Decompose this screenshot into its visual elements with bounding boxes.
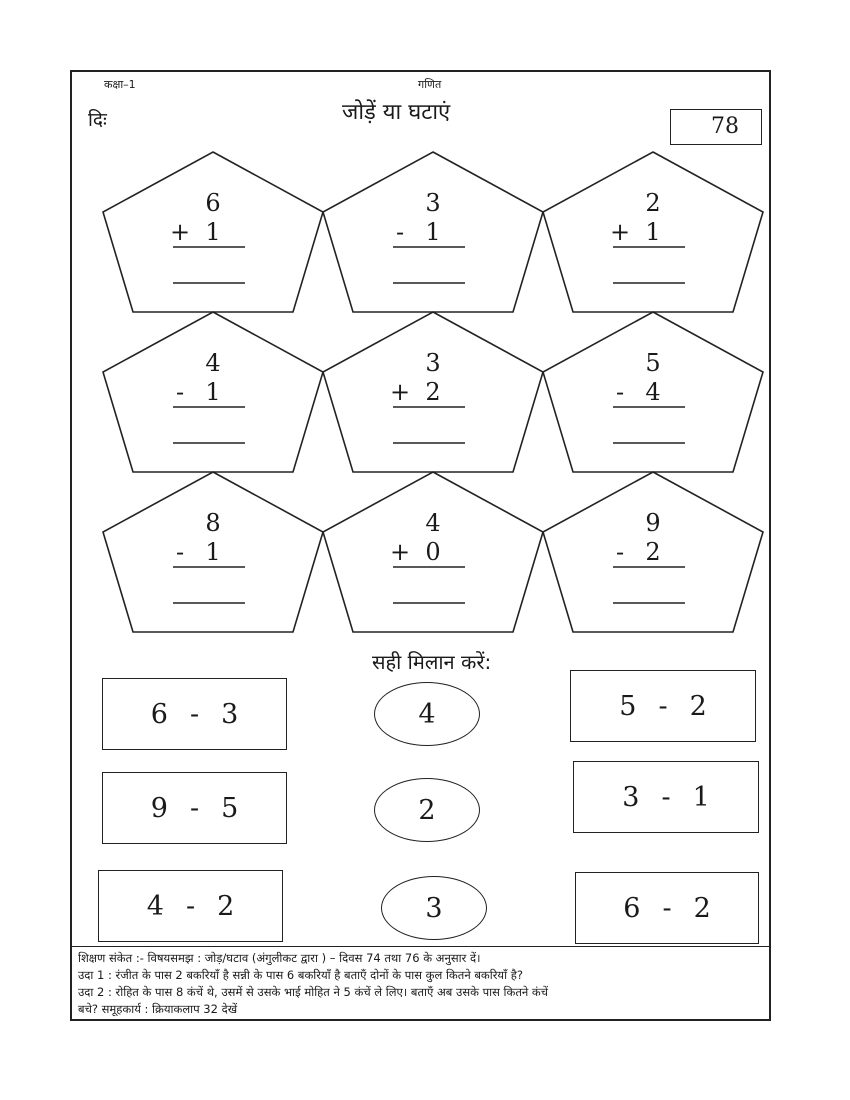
- top-number: 5: [645, 349, 661, 377]
- pentagon-problem: [543, 312, 763, 472]
- pentagon-problem: [543, 152, 763, 312]
- operator: +: [389, 378, 411, 406]
- teaching-note-line: बचे? समूहकार्य : क्रियाकलाप 32 देखें: [78, 1002, 238, 1016]
- bottom-number: 1: [645, 218, 661, 246]
- operand-b: 3: [221, 698, 239, 730]
- pentagon-problem: [103, 312, 323, 472]
- operand-b: 2: [689, 690, 707, 722]
- top-number: 8: [205, 509, 221, 537]
- class-label: कक्षा–1: [104, 78, 136, 91]
- operand-a: 6: [623, 892, 641, 924]
- operand-b: 5: [221, 792, 239, 824]
- operand-a: 4: [146, 890, 164, 922]
- bottom-number: 1: [205, 538, 221, 566]
- top-number: 3: [425, 349, 441, 377]
- date-label: दिः: [88, 109, 107, 131]
- operand-a: 5: [619, 690, 637, 722]
- teaching-note-line: शिक्षण संकेत :- विषयसमझ : जोड़/घटाव (अंगुलीकट द्वारा ) – दिवस 74 तथा 76 के अनुसार दें।: [78, 951, 481, 965]
- operator: +: [389, 538, 411, 566]
- bottom-number: 1: [205, 378, 221, 406]
- pentagon-problem: [323, 472, 543, 632]
- operator: -: [175, 538, 185, 566]
- pentagon-problem: [103, 472, 323, 632]
- operator: -: [189, 792, 200, 824]
- operator: +: [169, 218, 191, 246]
- operator: -: [661, 781, 671, 813]
- bottom-number: 2: [645, 538, 661, 566]
- operator: +: [609, 218, 631, 246]
- operator: -: [175, 378, 185, 406]
- bottom-number: 1: [205, 218, 221, 246]
- bottom-number: 4: [645, 378, 661, 406]
- top-number: 4: [425, 509, 441, 537]
- pentagon-problem: [543, 472, 763, 632]
- pentagon-problem: [323, 312, 543, 472]
- top-number: 6: [205, 189, 221, 217]
- operand-a: 9: [150, 792, 168, 824]
- match-answer-oval[interactable]: 2: [374, 778, 480, 842]
- operand-a: 6: [150, 698, 168, 730]
- pentagon-problem: [103, 152, 323, 312]
- operator: -: [658, 690, 668, 722]
- pentagon-problem: [323, 152, 543, 312]
- teaching-note-line: उदा 2 : रोहित के पास 8 कंचें थे, उसमें से उसके भाई मोहित ने 5 कंचें ले लिए। बताएँ अब उसके पास कितने कंचें: [78, 985, 549, 999]
- top-number: 4: [205, 349, 221, 377]
- operator: -: [189, 698, 200, 730]
- match-answer-oval[interactable]: 3: [381, 876, 487, 940]
- operand-a: 3: [622, 781, 640, 813]
- operator: -: [395, 218, 405, 246]
- operand-b: 2: [693, 892, 711, 924]
- bottom-number: 0: [425, 538, 441, 566]
- operand-b: 1: [692, 781, 710, 813]
- matching-title: सही मिलान करें:: [372, 650, 492, 674]
- top-number: 2: [645, 189, 661, 217]
- bottom-number: 2: [425, 378, 441, 406]
- operator: -: [615, 538, 625, 566]
- operator: -: [615, 378, 625, 406]
- operator: -: [185, 890, 196, 922]
- page-number-box: 78: [670, 109, 762, 145]
- teaching-note-line: उदा 1 : रंजीत के पास 2 बकरियाँ है सन्नी के पास 6 बकरियाँ है बताएँ दोनों के पास कुल कितने बकरियाँ है?: [78, 968, 523, 982]
- operator: -: [662, 892, 672, 924]
- worksheet-title: जोड़ें या घटाएं: [342, 100, 451, 125]
- subject-label: गणित: [418, 78, 442, 91]
- operand-b: 2: [217, 890, 235, 922]
- top-number: 9: [645, 509, 661, 537]
- bottom-number: 1: [425, 218, 441, 246]
- match-answer-oval[interactable]: 4: [374, 682, 480, 746]
- top-number: 3: [425, 189, 441, 217]
